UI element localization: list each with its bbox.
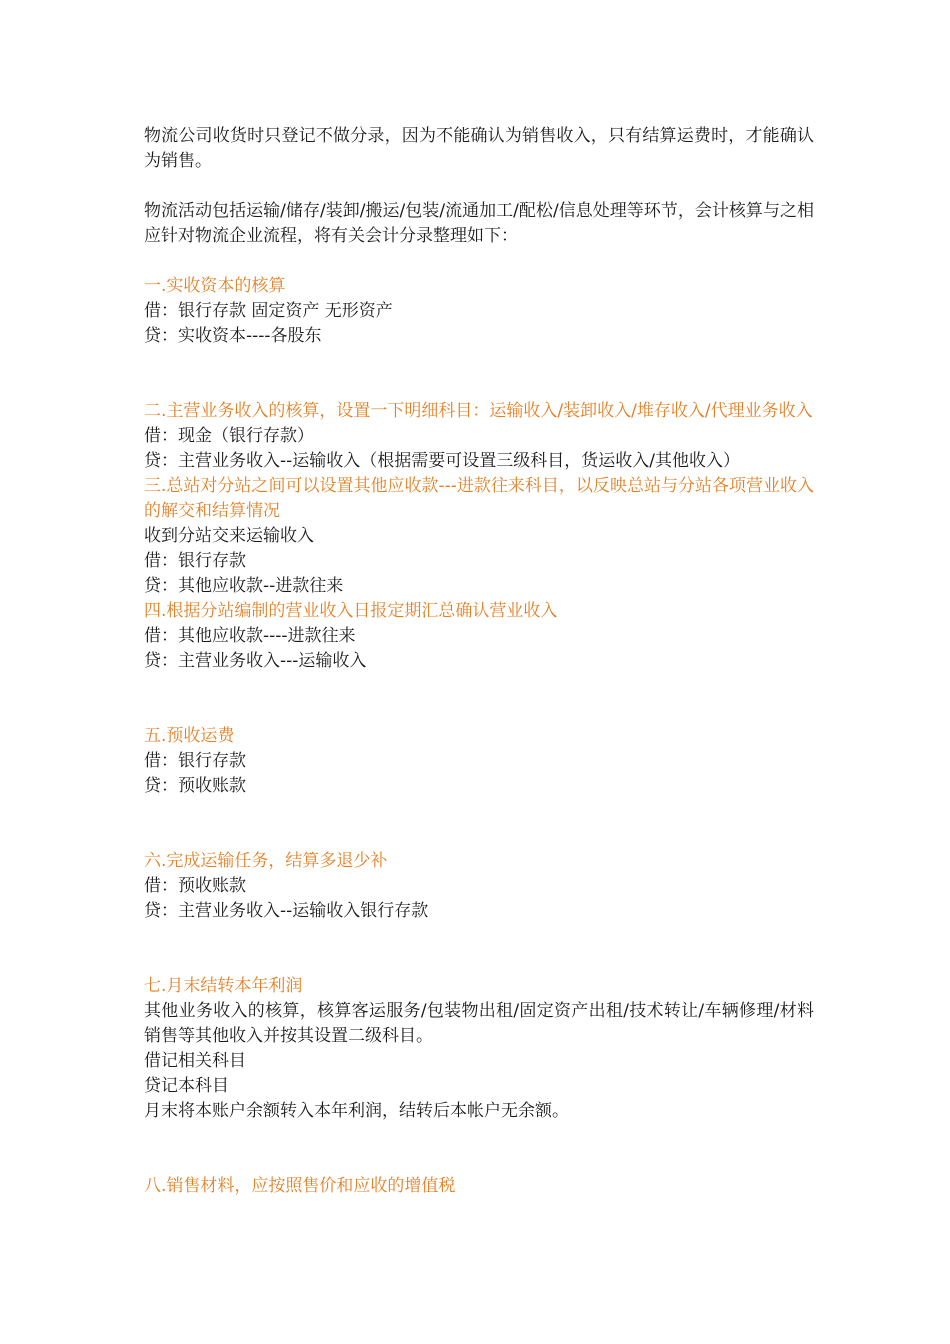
section-5-credit: 贷：预收账款 <box>144 776 246 796</box>
intro-paragraph-2: 物流活动包括运输/储存/装卸/搬运/包装/流通加工/配松/信息处理等环节，会计核算与之相应针对物流企业流程，将有关会计分录整理如下： <box>144 201 814 246</box>
section-6-debit: 借：预收账款 <box>144 876 246 896</box>
section-8-heading: 八.销售材料，应按照售价和应收的增值税 <box>144 1176 456 1196</box>
section-3-debit: 借：银行存款 <box>144 551 246 571</box>
section-3-heading: 三.总站对分站之间可以设置其他应收款---进款往来科目，以反映总站与分站各项营业收入的解交和结算情况 <box>144 476 814 521</box>
section-7-body: 其他业务收入的核算，核算客运服务/包装物出租/固定资产出租/技术转让/车辆修理/材料销售等其他收入并按其设置二级科目。 <box>144 1001 814 1046</box>
section-7-debit: 借记相关科目 <box>144 1051 246 1071</box>
section-7-heading: 七.月末结转本年利润 <box>144 976 303 996</box>
intro-paragraph-1: 物流公司收货时只登记不做分录，因为不能确认为销售收入，只有结算运费时，才能确认为销售。 <box>144 126 814 171</box>
section-1-debit: 借：银行存款 固定资产 无形资产 <box>144 301 393 321</box>
section-2-heading: 二.主营业务收入的核算，设置一下明细科目：运输收入/装卸收入/堆存收入/代理业务收入 <box>144 401 813 421</box>
section-4-heading: 四.根据分站编制的营业收入日报定期汇总确认营业收入 <box>144 601 558 621</box>
section-2-debit: 借：现金（银行存款） <box>144 426 314 446</box>
section-4-credit: 贷：主营业务收入---运输收入 <box>144 651 367 671</box>
section-5-debit: 借：银行存款 <box>144 751 246 771</box>
section-2-credit: 贷：主营业务收入--运输收入（根据需要可设置三级科目，货运收入/其他收入） <box>144 451 740 471</box>
section-4-debit: 借：其他应收款----进款往来 <box>144 626 356 646</box>
section-5-heading: 五.预收运费 <box>144 726 235 746</box>
section-7-credit: 贷记本科目 <box>144 1076 229 1096</box>
section-1-credit: 贷：实收资本----各股东 <box>144 326 322 346</box>
section-6-credit: 贷：主营业务收入--运输收入银行存款 <box>144 901 429 921</box>
section-3-note: 收到分站交来运输收入 <box>144 526 314 546</box>
section-7-note: 月末将本账户余额转入本年利润，结转后本帐户无余额。 <box>144 1101 569 1121</box>
document-page <box>144 124 814 1199</box>
section-3-credit: 贷：其他应收款--进款往来 <box>144 576 344 596</box>
section-6-heading: 六.完成运输任务，结算多退少补 <box>144 851 388 871</box>
section-1-heading: 一.实收资本的核算 <box>144 276 286 296</box>
